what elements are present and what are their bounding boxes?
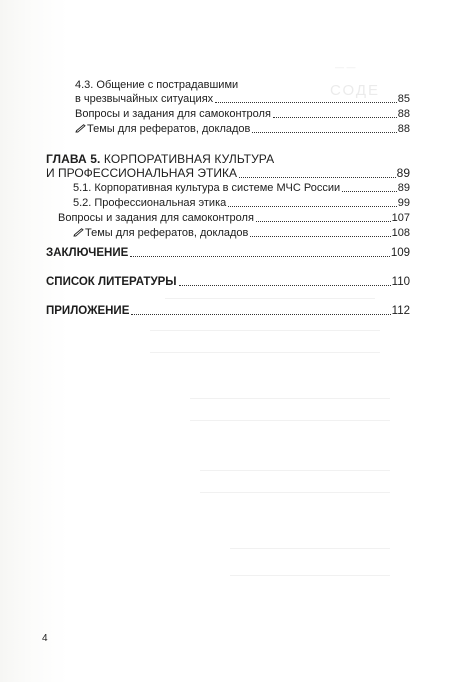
pencil-icon [75, 124, 86, 133]
dot-leader [252, 132, 396, 133]
page-ref: 109 [390, 247, 410, 259]
toc-entry-chapter-5 [46, 166, 410, 181]
page-number: 4 [42, 633, 48, 644]
page-ref: 112 [391, 305, 410, 317]
toc-entry-questions-4 [75, 107, 410, 121]
dot-leader [179, 285, 391, 286]
toc-entry-label: ЗАКЛЮЧЕНИЕ [46, 247, 129, 259]
toc-entry-5-2 [73, 196, 410, 210]
toc-entry-conclusion [46, 246, 410, 260]
bleed-through-line [150, 330, 380, 331]
page-ref: 89 [396, 166, 410, 180]
bleed-through-line [200, 470, 390, 471]
toc-entry-appendix [46, 304, 410, 318]
bleed-through-line [230, 575, 390, 576]
bleed-through-line [200, 492, 390, 493]
toc-entry-label: в чрезвычайных ситуациях [75, 93, 214, 105]
bleed-through-text: — — [335, 62, 356, 72]
page-ref: 88 [397, 108, 410, 120]
dot-leader [130, 256, 390, 257]
dot-leader [131, 314, 390, 315]
toc-entry-5-1 [73, 181, 410, 195]
toc-entry-label: 5.1. Корпоративная культура в системе МЧС России [73, 182, 341, 194]
page-ref: 88 [397, 123, 410, 135]
chapter-title: КОРПОРАТИВНАЯ КУЛЬТУРА [103, 152, 275, 166]
chapter-prefix: ГЛАВА 5. [46, 152, 101, 166]
bleed-through-line [165, 298, 375, 299]
chapter-5-title-line1 [46, 152, 274, 167]
page-ref: 89 [397, 182, 410, 194]
toc-entry-4-3 [75, 92, 410, 106]
chapter-title-line2: И ПРОФЕССИОНАЛЬНАЯ ЭТИКА [46, 166, 238, 180]
page-ref: 85 [397, 93, 410, 105]
dot-leader [228, 206, 397, 207]
bleed-through-line [150, 352, 380, 353]
toc-entry-4-3-line1: 4.3. Общение с пострадавшими [75, 79, 239, 91]
page-ref: 110 [391, 276, 410, 288]
dot-leader [250, 236, 390, 237]
dot-leader [342, 191, 397, 192]
bleed-through-line [190, 420, 390, 421]
toc-entry-label: Вопросы и задания для самоконтроля [75, 108, 271, 120]
dot-leader [256, 221, 391, 222]
toc-entry-label: 5.2. Профессиональная этика [73, 197, 227, 209]
toc-entry-questions-5 [58, 211, 410, 225]
page-ref: 107 [391, 212, 410, 224]
dot-leader [273, 117, 397, 118]
bleed-through-line [230, 548, 390, 549]
toc-entry-label: Темы для рефератов, докладов [75, 122, 250, 136]
toc-entry-label: ПРИЛОЖЕНИЕ [46, 305, 130, 317]
dot-leader [239, 177, 396, 178]
pencil-icon [73, 228, 84, 237]
toc-entry-label: Темы для рефератов, докладов [73, 226, 248, 240]
toc-entry-topics-5 [73, 226, 410, 240]
toc-entry-topics-4 [75, 122, 410, 136]
bleed-through-line [190, 398, 390, 399]
toc-entry-label: СПИСОК ЛИТЕРАТУРЫ [46, 276, 177, 288]
toc-entry-label: Вопросы и задания для самоконтроля [58, 212, 254, 224]
dot-leader [215, 102, 397, 103]
page-ref: 108 [391, 227, 410, 239]
bleed-through-text: СОДЕ [330, 82, 381, 99]
toc-entry-references [46, 275, 410, 289]
page-ref: 99 [397, 197, 410, 209]
